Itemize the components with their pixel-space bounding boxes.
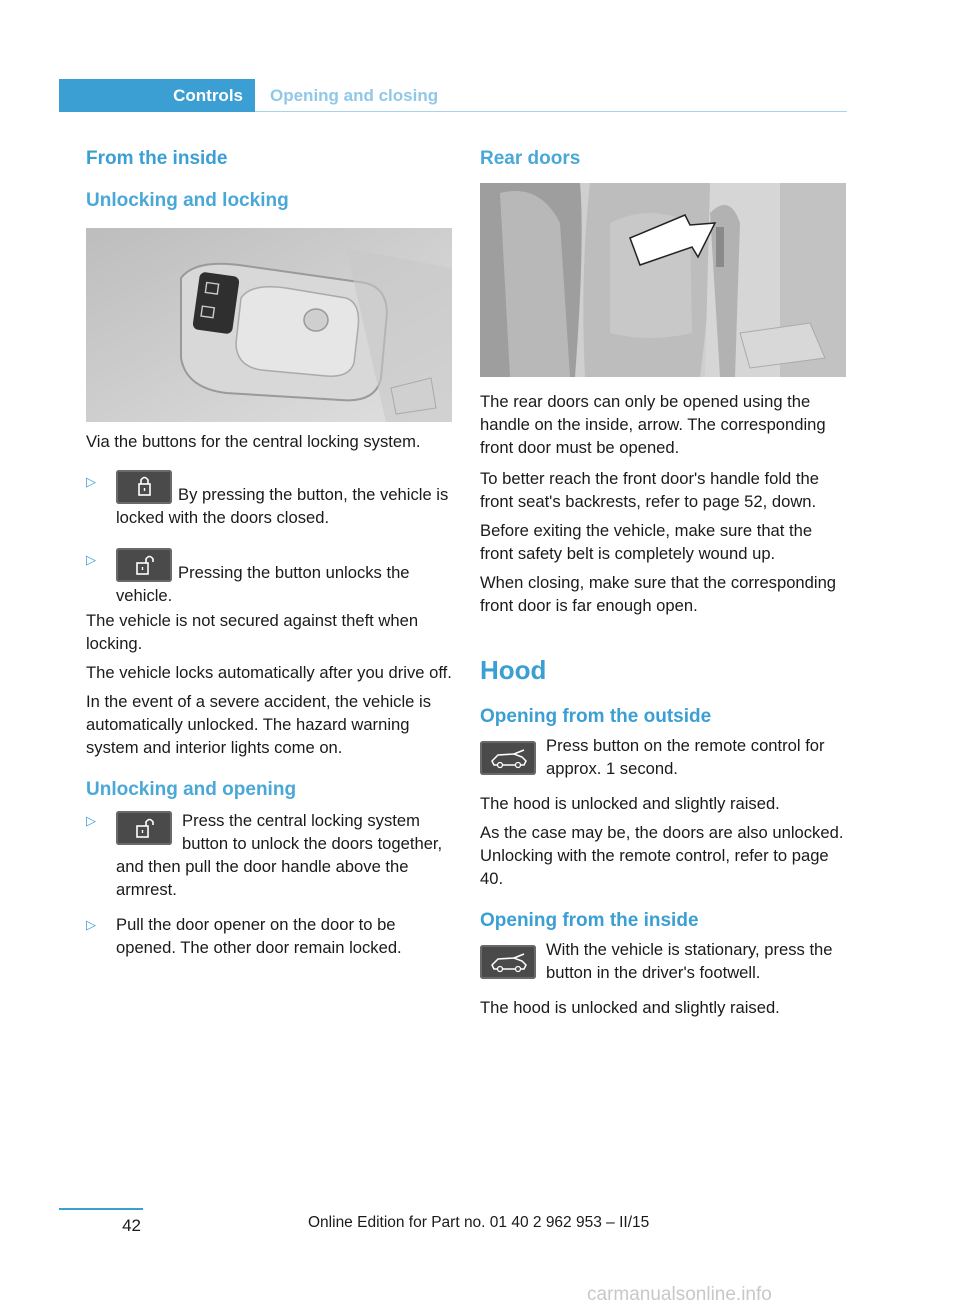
bullet-icon: ▷ [86, 813, 96, 828]
left-column [86, 142, 452, 959]
text-hood-unlocked: The hood is unlocked and slightly raised. [480, 794, 780, 813]
unlock-open-text: Press the central locking system button to unlock the doors together, and then pull the door handle above the armrest. [116, 811, 443, 899]
text-outside-button: Press button on the remote control for approx. 1 second. [546, 736, 825, 778]
text-rear-4: When closing, make sure that the corresponding front door is far enough open. [480, 573, 837, 615]
text-accident: In the event of a severe accident, the vehicle is automatically unlocked. The hazard warning system and interior lights come on. [86, 692, 431, 757]
lock-icon [116, 470, 172, 504]
text-rear-1: The rear doors can only be opened using the handle on the inside, arrow. The corresponding front door must be opened. [480, 392, 826, 457]
header-rule [255, 111, 847, 112]
text-auto-lock: The vehicle locks automatically after you drive off. [86, 663, 452, 682]
lock-text: By pressing the button, the vehicle is locked with the doors closed. [116, 485, 449, 527]
heading-rear-doors: Rear doors [480, 148, 581, 169]
heading-hood: Hood [480, 655, 547, 685]
text-via-buttons: Via the buttons for the central locking system. [86, 432, 421, 451]
heading-unlocking-opening: Unlocking and opening [86, 779, 297, 800]
right-column [480, 142, 846, 1019]
rear-door-handle-photo [480, 183, 846, 377]
hood-outside-row [480, 734, 846, 780]
page-number: 42 [122, 1216, 141, 1235]
header-section: Controls [173, 86, 243, 105]
unlock-text: Pressing the button unlocks the vehicle. [116, 563, 410, 605]
text-not-secured: The vehicle is not secured against theft when locking. [86, 611, 419, 653]
car-hood-icon [480, 945, 536, 979]
list-item-unlock [86, 548, 452, 607]
bullet-icon: ▷ [86, 917, 96, 932]
edition-text: Online Edition for Part no. 01 40 2 962 953 – II/15 [308, 1214, 650, 1231]
bullet-icon: ▷ [86, 474, 96, 489]
hood-inside-row [480, 938, 846, 984]
list-item-lock [86, 470, 452, 529]
door-lock-buttons-photo [86, 228, 452, 422]
bullet-icon: ▷ [86, 552, 96, 567]
list-item-door-opener [86, 913, 452, 959]
heading-opening-outside: Opening from the outside [480, 706, 712, 727]
text-rear-2: To better reach the front door's handle fold the front seat's backrests, refer to page 52, down. [480, 469, 819, 511]
text-doors-unlocked: As the case may be, the doors are also unlocked. Unlocking with the remote control, refer to page 40. [480, 823, 844, 888]
heading-from-inside: From the inside [86, 148, 228, 169]
footer-rule [59, 1208, 143, 1210]
heading-unlocking-locking: Unlocking and locking [86, 190, 289, 211]
list-item-unlock-open [86, 809, 452, 901]
text-rear-3: Before exiting the vehicle, make sure that the front safety belt is completely wound up. [480, 521, 813, 563]
watermark: carmanualsonline.info [587, 1284, 772, 1305]
text-hood-unlocked-2: The hood is unlocked and slightly raised. [480, 998, 780, 1017]
unlock-icon [116, 548, 172, 582]
header-topic: Opening and closing [270, 86, 439, 105]
car-hood-icon [480, 741, 536, 775]
heading-opening-inside: Opening from the inside [480, 910, 699, 931]
door-opener-text: Pull the door opener on the door to be opened. The other door remain locked. [116, 915, 402, 957]
text-inside-button: With the vehicle is stationary, press the button in the driver's footwell. [546, 940, 833, 982]
unlock-icon [116, 811, 172, 845]
